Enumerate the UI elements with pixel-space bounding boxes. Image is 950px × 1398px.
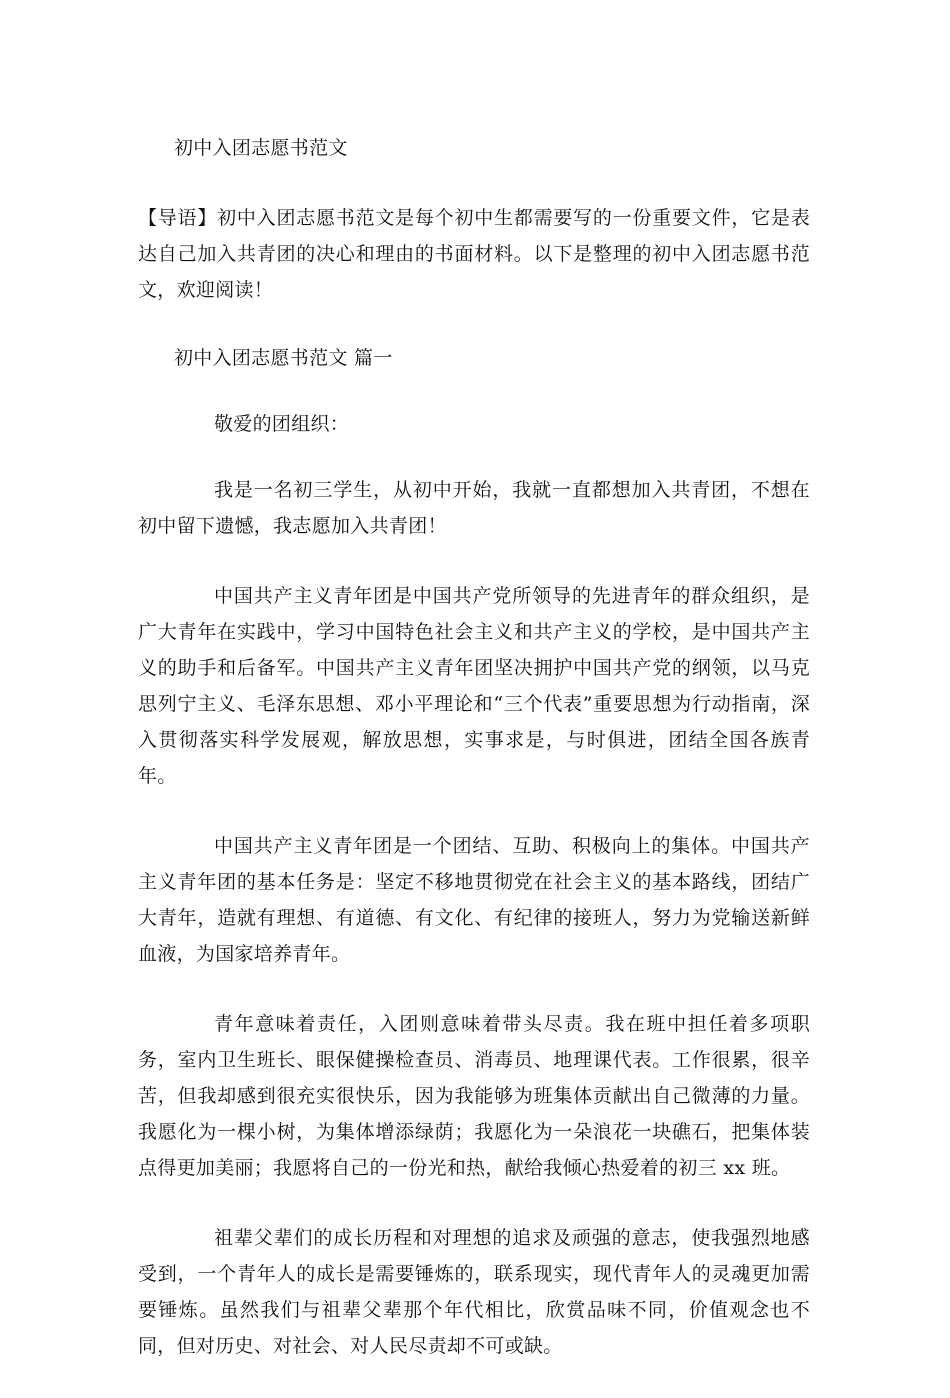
- salutation: 敬爱的团组织：: [214, 413, 350, 435]
- document-body: [138, 130, 810, 1398]
- document-title: 初中入团志愿书范文: [174, 137, 348, 159]
- body-paragraph: 我是一名初三学生，从初中开始，我就一直都想加入共青团，不想在初中留下遗憾，我志愿加入共青团！: [138, 479, 810, 537]
- body-paragraph: 中国共产主义青年团是中国共产党所领导的先进青年的群众组织，是广大青年在实践中，学习中国特色社会主义和共产主义的学校，是中国共产主义的助手和后备军。中国共产主义青年团坚决拥护中国共产党的纲领，以马克思列宁主义、毛泽东思想、邓小平理论和“三个代表”重要思想为行动指南，深入贯彻落实科学发展观，解放思想，实事求是，与时俱进，团结全国各族青年。: [138, 585, 810, 787]
- intro-paragraph: 【导语】初中入团志愿书范文是每个初中生都需要写的一份重要文件，它是表达自己加入共青团的决心和理由的书面材料。以下是整理的初中入团志愿书范文，欢迎阅读！: [138, 207, 810, 301]
- body-paragraph: 祖辈父辈们的成长历程和对理想的追求及顽强的意志，使我强烈地感受到，一个青年人的成长是需要锤炼的，联系现实，现代青年人的灵魂更加需要锤炼。虽然我们与祖辈父辈那个年代相比，欣赏品味不同，价值观念也不同，但对历史、对社会、对人民尽责却不可或缺。: [138, 1227, 810, 1357]
- section-title: 初中入团志愿书范文 篇一: [174, 347, 393, 369]
- body-paragraph: 中国共产主义青年团是一个团结、互助、积极向上的集体。中国共产主义青年团的基本任务是：坚定不移地贯彻党在社会主义的基本路线，团结广大青年，造就有理想、有道德、有文化、有纪律的接班人，努力为党输送新鲜血液，为国家培养青年。: [138, 835, 810, 965]
- body-paragraph: 青年意味着责任，入团则意味着带头尽责。我在班中担任着多项职务，室内卫生班长、眼保健操检查员、消毒员、地理课代表。工作很累，很辛苦，但我却感到很充实很快乐，因为我能够为班集体贡献出自己微薄的力量。我愿化为一棵小树，为集体增添绿荫；我愿化为一朵浪花一块礁石，把集体装点得更加美丽；我愿将自己的一份光和热，献给我倾心热爱着的初三 xx 班。: [138, 1013, 810, 1179]
